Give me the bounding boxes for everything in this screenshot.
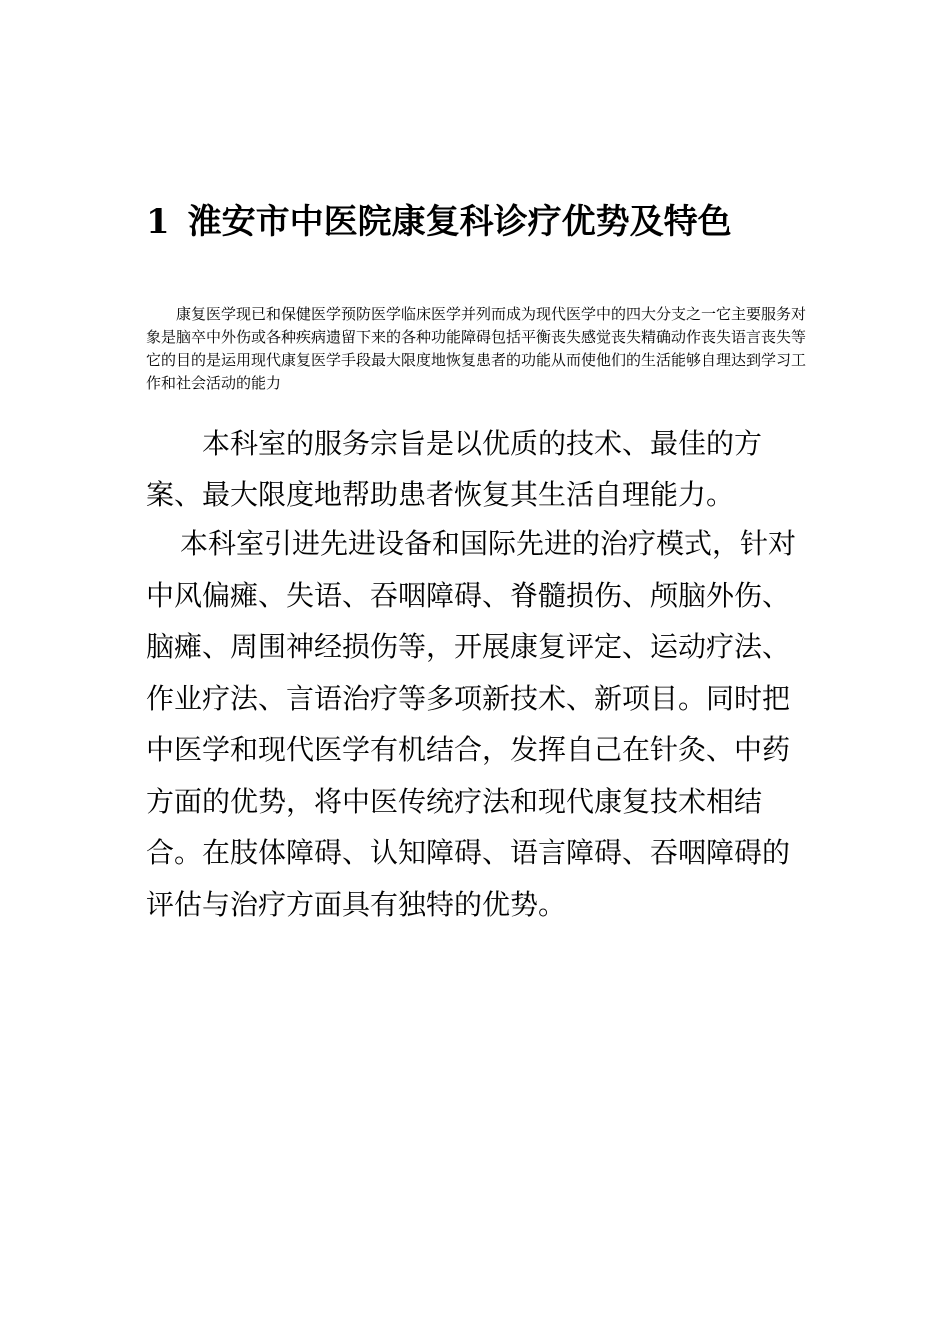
service-purpose-paragraph: 本科室的服务宗旨是以优质的技术、最佳的方案、最大限度地帮助患者恢复其生活自理能力。: [146, 427, 763, 511]
intro-paragraph: 康复医学现已和保健医学预防医学临床医学并列而成为现代医学中的四大分支之一它主要服务对象是脑卒中外伤或各种疾病遗留下来的各种功能障碍包括平衡丧失感觉丧失精确动作丧失语言丧失等它的目的是运用现代康复医学手段最大限度地恢复患者的功能从而使他们的生活能够自理达到学习工作和社会活动的能力: [146, 305, 807, 392]
section-title: 淮安市中医院康复科诊疗优势及特色: [187, 202, 732, 242]
section-number: 1: [146, 202, 170, 242]
section-heading: [146, 196, 826, 248]
department-features-paragraph: 本科室引进先进设备和国际先进的治疗模式，针对中风偏瘫、失语、吞咽障碍、脊髓损伤、颅脑外伤、脑瘫、周围神经损伤等，开展康复评定、运动疗法、作业疗法、言语治疗等多项新技术、新项目。同时把中医学和现代医学有机结合，发挥自己在针灸、中药方面的优势，将中医传统疗法和现代康复技术相结合。在肢体障碍、认知障碍、语言障碍、吞咽障碍的评估与治疗方面具有独特的优势。: [146, 527, 797, 921]
